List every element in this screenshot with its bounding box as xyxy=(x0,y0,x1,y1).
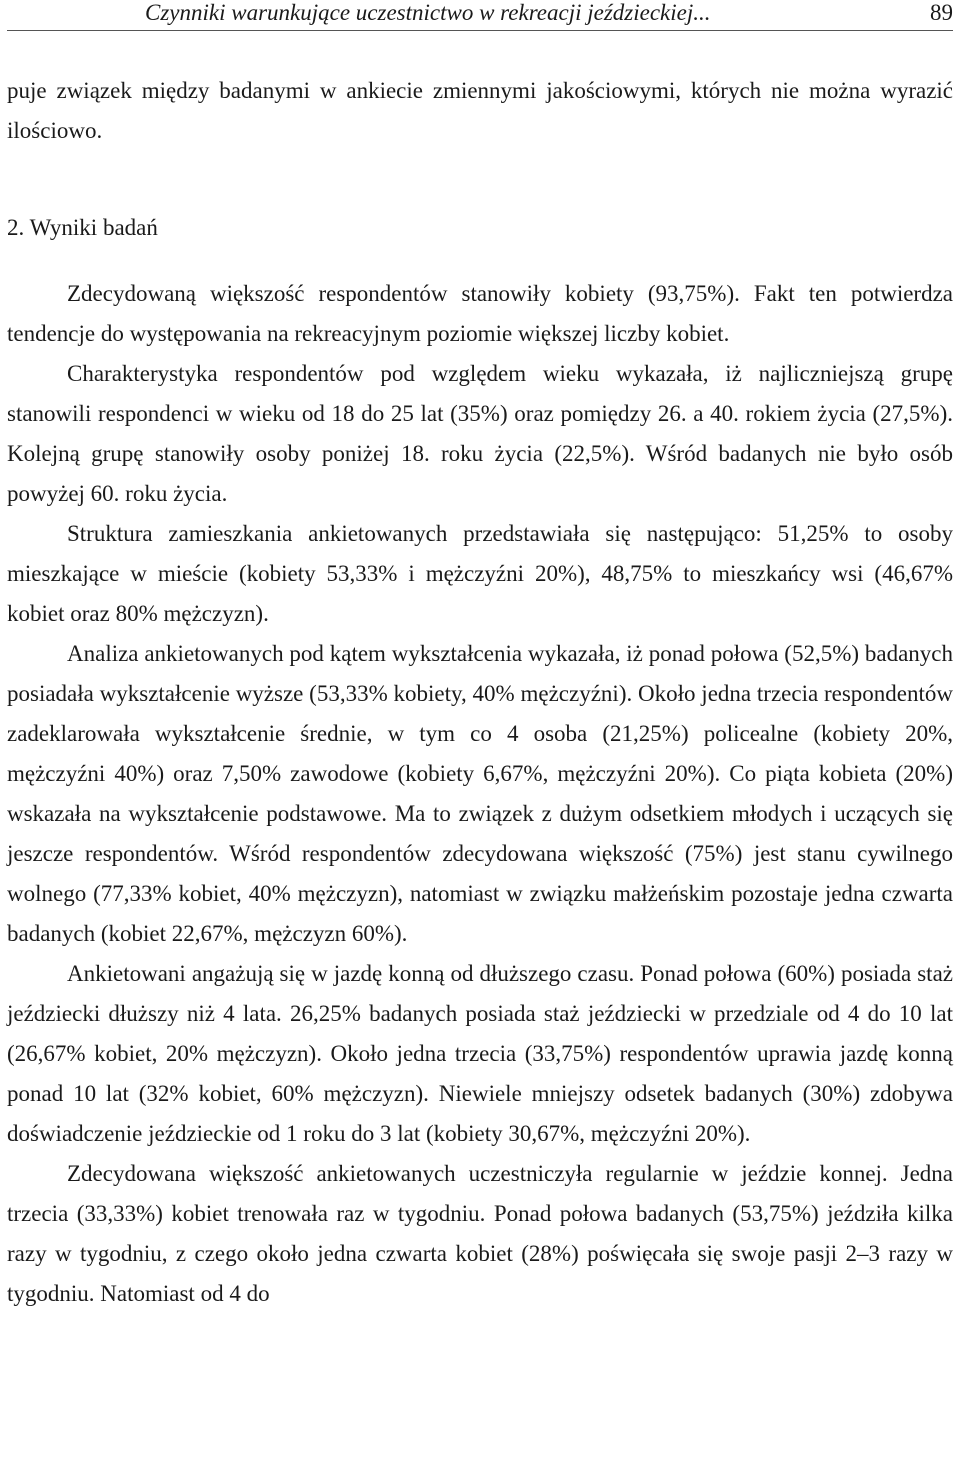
paragraph-riding-experience: Ankietowani angażują się w jazdę konną od dłuższego czasu. Ponad połowa (60%) posiada staż jeździecki dłuższy niż 4 lata. 26,25% badanych posiada staż jeździecki w przedziale od 4 do 10 lat (26,67% kobiet, 20% mężczyzn). Około jedna trzecia (33,75%) respondentów uprawia jazdę konną ponad 10 lat (32% kobiet, 60% mężczyzn). Niewiele mniejszy odsetek badanych (30%) zdobywa doświadczenie jeździeckie od 1 roku do 3 lat (kobiety 30,67%, mężczyźni 20%). xyxy=(7,961,953,1147)
page xyxy=(7,0,953,1314)
paragraph-gender: Zdecydowaną większość respondentów stanowiły kobiety (93,75%). Fakt ten potwierdza tendencje do występowania na rekreacyjnym poziomie większej liczby kobiet. xyxy=(7,281,953,347)
paragraph-age: Charakterystyka respondentów pod względem wieku wykazała, iż najliczniejszą grupę stanowili respondenci w wieku od 18 do 25 lat (35%) oraz pomiędzy 26. a 40. rokiem życia (27,5%). Kolejną grupę stanowiły osoby poniżej 18. roku życia (22,5%). Wśród badanych nie było osób powyżej 60. roku życia. xyxy=(7,361,953,507)
running-header xyxy=(7,0,953,31)
paragraph-riding-frequency: Zdecydowana większość ankietowanych uczestniczyła regularnie w jeździe konnej. Jedna trzecia (33,33%) kobiet trenowała raz w tygodniu. Ponad połowa badanych (53,75%) jeździła kilka razy w tygodniu, z czego około jedna czwarta kobiet (28%) poświęcała się swoje pasji 2–3 razy w tygodniu. Natomiast od 4 do xyxy=(7,1161,953,1307)
paragraph-education: Analiza ankietowanych pod kątem wykształcenia wykazała, iż ponad połowa (52,5%) badanych posiadała wykształcenie wyższe (53,33% kobiety, 40% mężczyźni). Około jedna trzecia respondentów zadeklarowała wykształcenie średnie, w tym co 4 osoba (21,25%) policealne (kobiety 20%, mężczyźni 40%) oraz 7,50% zawodowe (kobiety 6,67%, mężczyźni 20%). Co piąta kobieta (20%) wskazała na wykształcenie podstawowe. Ma to związek z dużym odsetkiem młodych i uczących się jeszcze respondentów. Wśród respondentów zdecydowana większość (75%) jest stanu cywilnego wolnego (77,33% kobiet, 40% mężczyzn), natomiast w związku małżeńskim pozostaje jedna czwarta badanych (kobiet 22,67%, mężczyzn 60%). xyxy=(7,641,953,947)
intro-text xyxy=(7,71,953,151)
intro-continuation: puje związek między badanymi w ankiecie zmiennymi jakościowymi, których nie można wyrazić ilościowo. xyxy=(7,78,953,143)
section-heading: 2. Wyniki badań xyxy=(7,214,158,240)
page-number: 89 xyxy=(930,0,953,25)
running-title: Czynniki warunkujące uczestnictwo w rekreacji jeździeckiej... xyxy=(145,0,711,25)
paragraph-residence: Struktura zamieszkania ankietowanych przedstawiała się następująco: 51,25% to osoby mieszkające w mieście (kobiety 53,33% i mężczyźni 20%), 48,75% to mieszkańcy wsi (46,67% kobiet oraz 80% mężczyzn). xyxy=(7,521,953,627)
section-body xyxy=(7,274,953,1314)
